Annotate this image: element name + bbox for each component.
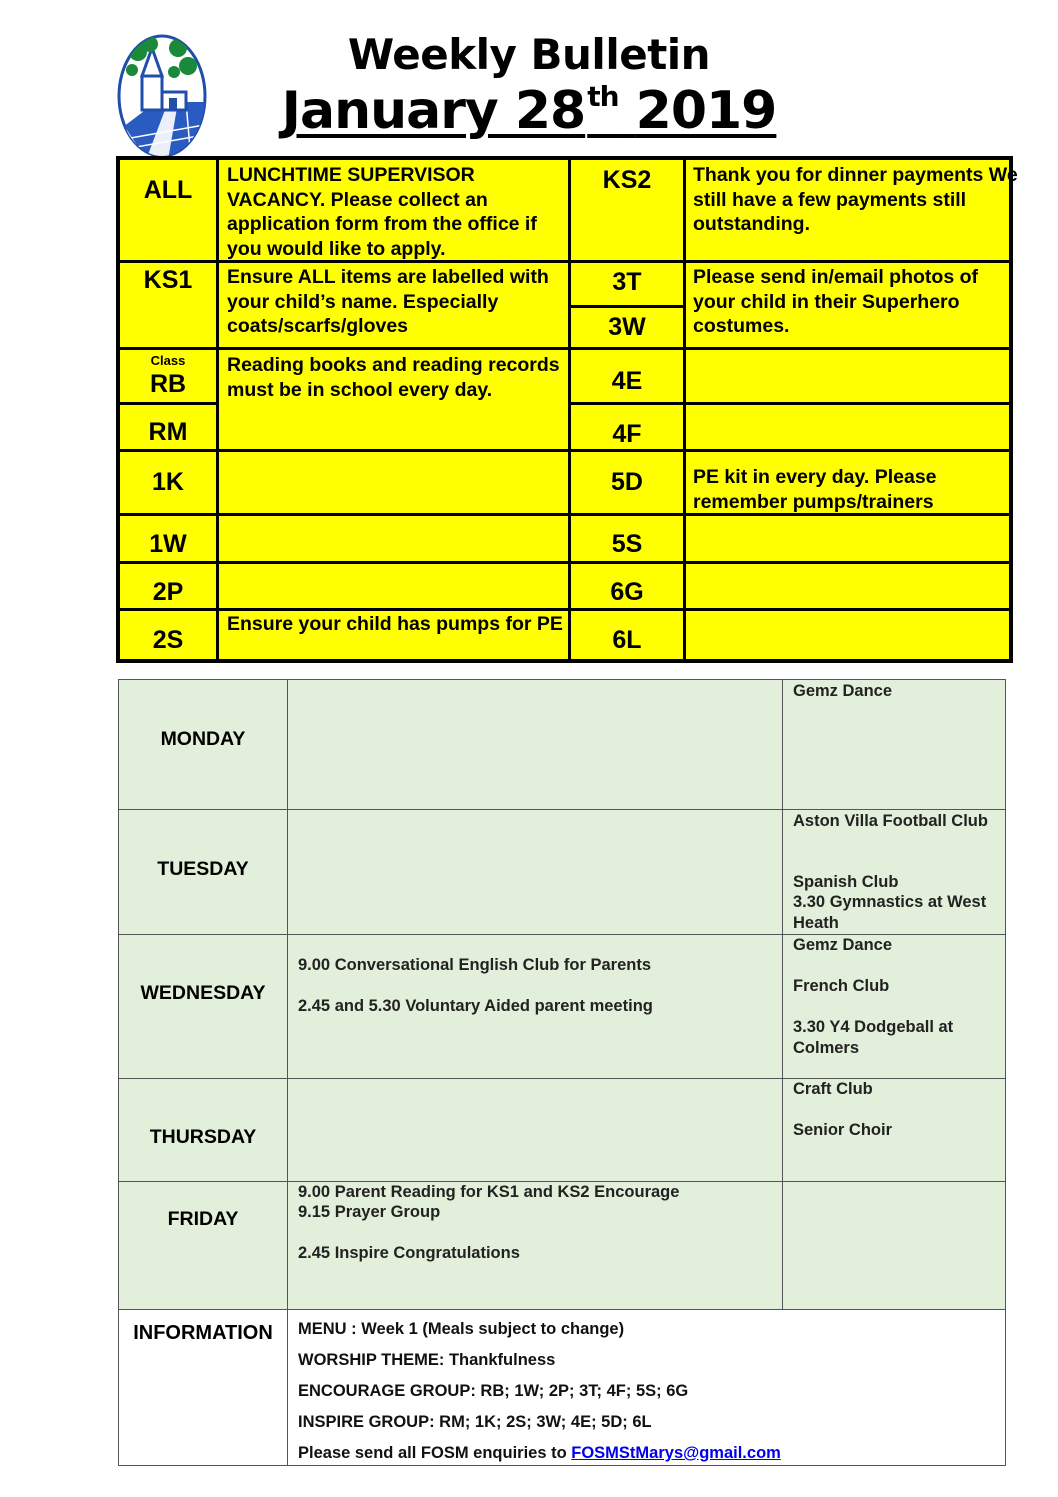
label-6l: 6L — [612, 626, 642, 654]
day-thursday: THURSDAY — [149, 1126, 257, 1148]
message-2s: Ensure your child has pumps for PE — [227, 613, 563, 635]
information-label: INFORMATION — [133, 1322, 273, 1344]
wednesday-club: Gemz Dance — [793, 936, 893, 954]
label-4e: 4E — [611, 367, 643, 395]
monday-club: Gemz Dance — [793, 682, 893, 700]
wednesday-club: French Club — [793, 977, 890, 995]
friday-event: 2.45 Inspire Congratulations — [298, 1244, 520, 1262]
fosm-email-link[interactable]: FOSMStMarys@gmail.com — [571, 1444, 781, 1462]
day-wednesday: WEDNESDAY — [140, 982, 266, 1004]
friday-event: 9.00 Parent Reading for KS1 and KS2 Encourage — [298, 1183, 680, 1201]
message-5d: PE kit in every day. Please remember pumps/trainers — [693, 466, 937, 513]
tuesday-club: 3.30 Gymnastics at West Heath — [793, 893, 987, 932]
info-menu: MENU : Week 1 (Meals subject to change) — [298, 1320, 625, 1338]
info-encourage: ENCOURAGE GROUP: RB; 1W; 2P; 3T; 4F; 5S; 6G — [298, 1382, 689, 1400]
info-inspire: INSPIRE GROUP: RM; 1K; 2S; 3W; 4E; 5D; 6L — [298, 1413, 652, 1431]
day-friday: FRIDAY — [167, 1208, 239, 1230]
wednesday-event: 9.00 Conversational English Club for Parents — [298, 956, 652, 974]
label-1w: 1W — [149, 530, 187, 558]
message-year3: Please send in/email photos of your child in their Superhero costumes. — [693, 266, 978, 337]
message-all: LUNCHTIME SUPERVISOR VACANCY. Please collect an application form from the office if you would like to apply. — [227, 164, 537, 260]
info-fosm — [298, 1444, 781, 1463]
tuesday-club: Aston Villa Football Club — [793, 812, 988, 830]
bulletin-date: January 28th 2019 — [281, 80, 777, 141]
label-rb: RB — [149, 370, 187, 398]
day-monday: MONDAY — [160, 728, 246, 750]
tuesday-club: Spanish Club — [793, 873, 899, 891]
label-class-small: Class — [150, 353, 186, 368]
label-all: ALL — [143, 176, 193, 204]
fosm-text: Please send all FOSM enquiries to — [298, 1444, 567, 1462]
bulletin-title: Weekly Bulletin — [347, 30, 711, 79]
label-3t: 3T — [612, 268, 642, 296]
weekly-timetable — [118, 679, 1006, 1466]
label-4f: 4F — [612, 420, 642, 448]
class-notices-table — [116, 156, 1018, 663]
message-ks2: Thank you for dinner payments We still have a few payments still outstanding. — [693, 164, 1018, 235]
thursday-club: Senior Choir — [793, 1121, 893, 1139]
friday-event: 9.15 Prayer Group — [298, 1203, 441, 1221]
info-worship: WORSHIP THEME: Thankfulness — [298, 1351, 556, 1369]
label-6g: 6G — [610, 578, 644, 606]
label-ks1: KS1 — [143, 266, 193, 294]
message-ks1: Ensure ALL items are labelled with your child’s name. Especially coats/scarfs/gloves — [227, 266, 549, 337]
label-5s: 5S — [611, 530, 643, 558]
label-2p: 2P — [152, 578, 184, 606]
label-ks2: KS2 — [602, 166, 652, 194]
label-rm: RM — [148, 418, 188, 446]
label-1k: 1K — [152, 468, 184, 496]
day-tuesday: TUESDAY — [157, 858, 249, 880]
label-5d: 5D — [611, 468, 643, 496]
thursday-club: Craft Club — [793, 1080, 873, 1098]
label-3w: 3W — [608, 313, 646, 341]
label-2s: 2S — [152, 626, 184, 654]
wednesday-event: 2.45 and 5.30 Voluntary Aided parent meeting — [298, 997, 653, 1015]
wednesday-club: 3.30 Y4 Dodgeball at Colmers — [793, 1018, 954, 1057]
message-reception: Reading books and reading records must be in school every day. — [227, 354, 560, 401]
